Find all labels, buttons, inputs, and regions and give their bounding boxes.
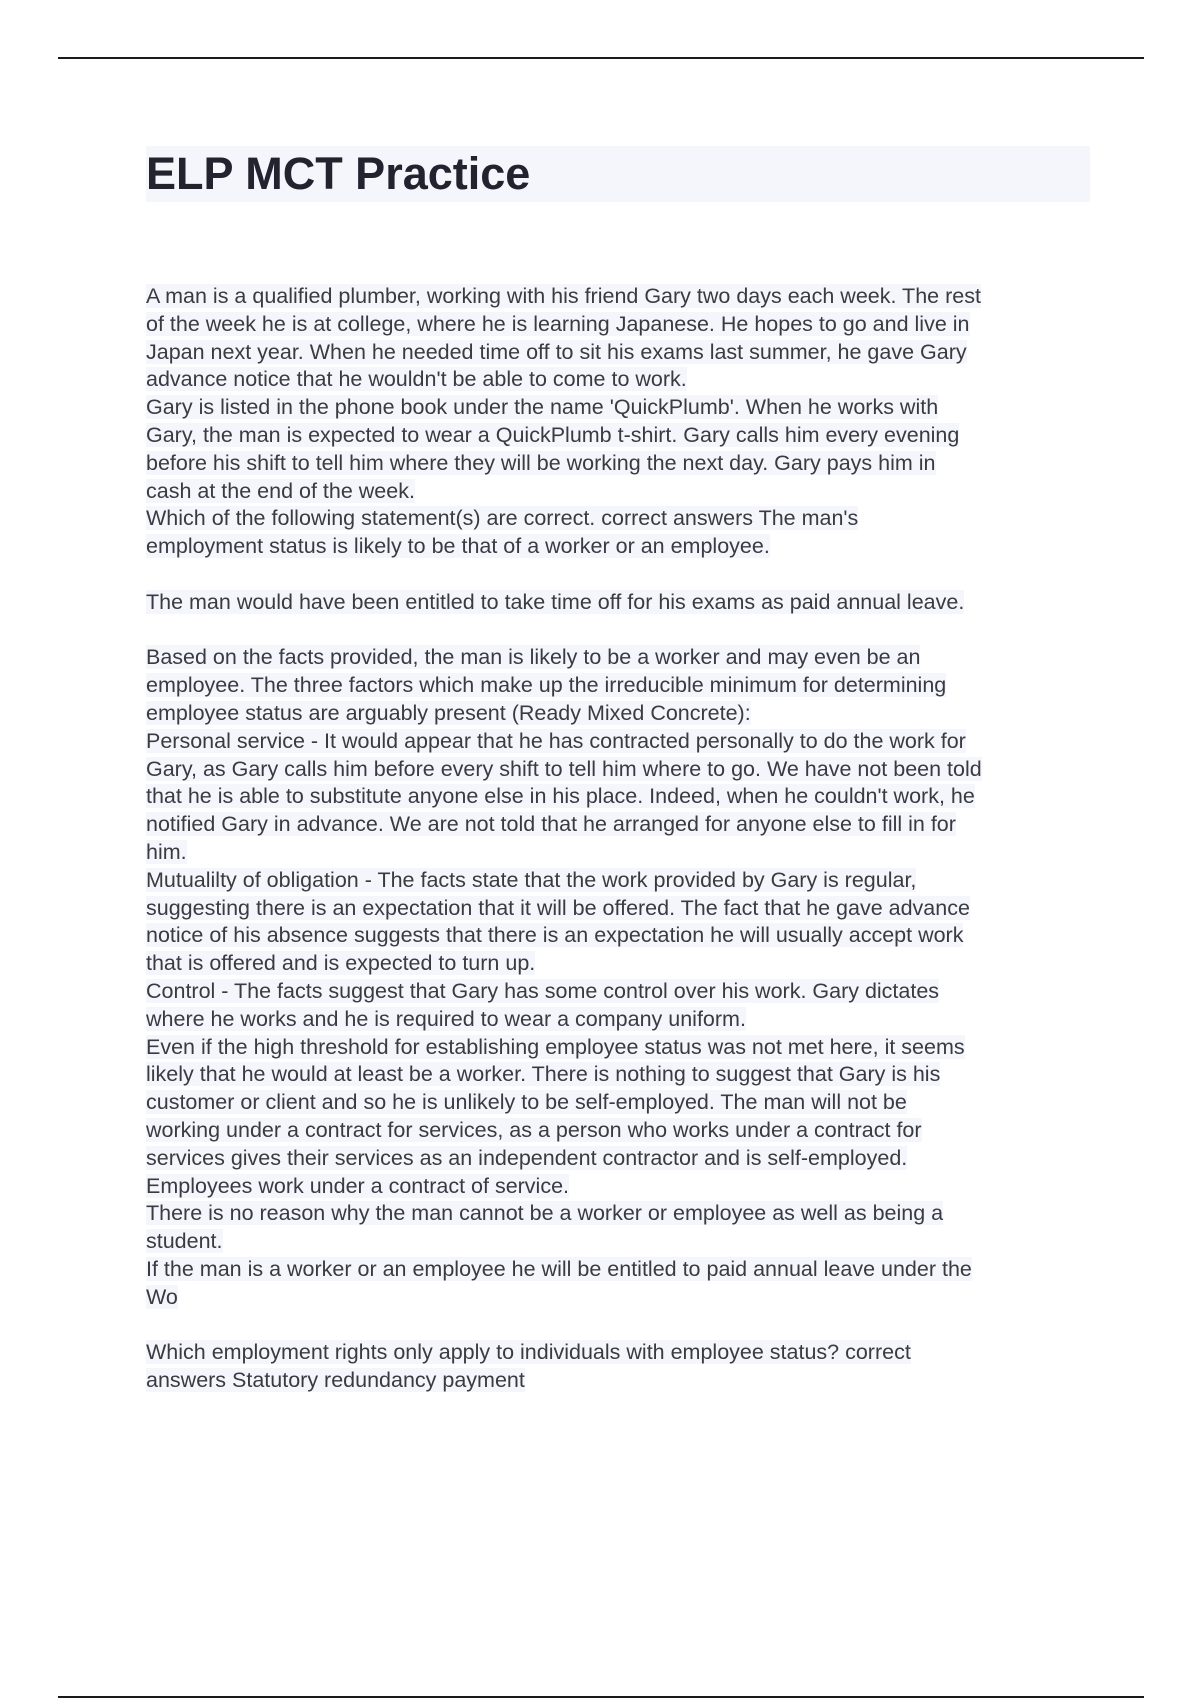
text-line — [146, 394, 1096, 422]
text-line-content: likely that he would at least be a worker. There is nothing to suggest that Gary is his — [146, 1062, 941, 1087]
bottom-rule — [58, 1696, 1144, 1698]
text-line-content: notified Gary in advance. We are not told that he arranged for anyone else to fill in for — [146, 812, 956, 837]
text-line — [146, 1367, 1096, 1395]
text-line — [146, 339, 1096, 367]
text-line — [146, 728, 1096, 756]
paragraph-gap — [146, 1311, 1096, 1339]
text-line — [146, 867, 1096, 895]
text-line — [146, 1284, 1096, 1312]
text-line — [146, 311, 1096, 339]
text-line-content: employee status are arguably present (Ready Mixed Concrete): — [146, 700, 751, 725]
text-line — [146, 533, 1096, 561]
document-body — [146, 283, 1096, 1395]
text-line — [146, 783, 1096, 811]
text-line-content: notice of his absence suggests that there is an expectation he will usually accept work — [146, 923, 964, 948]
text-line-content: customer or client and so he is unlikely to be self-employed. The man will not be — [146, 1090, 907, 1115]
text-line — [146, 1339, 1096, 1367]
text-line — [146, 756, 1096, 784]
text-line-content: services gives their services as an independent contractor and is self-employed. — [146, 1145, 908, 1170]
paragraph-gap — [146, 561, 1096, 589]
text-line-content: A man is a qualified plumber, working with his friend Gary two days each week. The rest — [146, 284, 981, 308]
text-line-content: before his shift to tell him where they will be working the next day. Gary pays him in — [146, 450, 936, 475]
text-line — [146, 505, 1096, 533]
text-line — [146, 1117, 1096, 1145]
text-line-content: where he works and he is required to wear a company uniform. — [146, 1006, 746, 1031]
text-line — [146, 1200, 1096, 1228]
text-line — [146, 478, 1096, 506]
text-line-content: Japan next year. When he needed time off to sit his exams last summer, he gave Gary — [146, 339, 967, 364]
text-line-content: Gary is listed in the phone book under the name 'QuickPlumb'. When he works with — [146, 395, 939, 420]
text-line — [146, 1061, 1096, 1089]
text-line — [146, 644, 1096, 672]
text-line-content: Gary, the man is expected to wear a QuickPlumb t-shirt. Gary calls him every evening — [146, 422, 960, 447]
text-line-content: of the week he is at college, where he is learning Japanese. He hopes to go and live in — [146, 311, 970, 336]
text-line-content: him. — [146, 839, 187, 864]
text-line-content: answers Statutory redundancy payment — [146, 1368, 525, 1393]
text-line — [146, 978, 1096, 1006]
text-line-content: Gary, as Gary calls him before every shift to tell him where to go. We have not been told — [146, 756, 982, 781]
text-line-content: advance notice that he wouldn't be able to come to work. — [146, 367, 687, 392]
text-line-content: There is no reason why the man cannot be a worker or employee as well as being a — [146, 1201, 944, 1226]
text-line — [146, 366, 1096, 394]
text-line-content: Employees work under a contract of service. — [146, 1173, 570, 1198]
document-title: ELP MCT Practice — [146, 146, 1090, 202]
text-line-content: cash at the end of the week. — [146, 478, 415, 503]
text-line — [146, 1089, 1096, 1117]
text-line — [146, 1228, 1096, 1256]
text-line-content: Control - The facts suggest that Gary has some control over his work. Gary dictates — [146, 978, 940, 1003]
text-line-content: Based on the facts provided, the man is likely to be a worker and may even be an — [146, 645, 921, 670]
text-line — [146, 450, 1096, 478]
text-line-content: working under a contract for services, as a person who works under a contract for — [146, 1117, 922, 1142]
text-line-content: that is offered and is expected to turn up. — [146, 951, 536, 976]
text-line-content: The man would have been entitled to take time off for his exams as paid annual leave. — [146, 589, 965, 614]
text-line-content: Mutualilty of obligation - The facts state that the work provided by Gary is regular, — [146, 867, 917, 892]
text-line — [146, 422, 1096, 450]
text-line-content: Wo — [146, 1284, 178, 1309]
text-line-content: employee. The three factors which make up the irreducible minimum for determining — [146, 673, 947, 698]
text-line — [146, 700, 1096, 728]
text-line-content: Personal service - It would appear that he has contracted personally to do the work for — [146, 728, 966, 753]
text-line — [146, 589, 1096, 617]
top-rule — [58, 57, 1144, 59]
text-line — [146, 922, 1096, 950]
text-line — [146, 672, 1096, 700]
text-line — [146, 1256, 1096, 1284]
text-line-content: Even if the high threshold for establishing employee status was not met here, it seems — [146, 1034, 965, 1059]
text-line — [146, 1006, 1096, 1034]
text-line-content: If the man is a worker or an employee he will be entitled to paid annual leave under the — [146, 1256, 972, 1281]
text-line-content: suggesting there is an expectation that it will be offered. The fact that he gave advance — [146, 895, 970, 920]
paragraph-gap — [146, 617, 1096, 645]
text-line-content: student. — [146, 1229, 223, 1254]
text-line-content: employment status is likely to be that of a worker or an employee. — [146, 534, 770, 559]
text-line — [146, 950, 1096, 978]
text-line-content: that he is able to substitute anyone else in his place. Indeed, when he couldn't work, he — [146, 784, 975, 809]
text-line — [146, 895, 1096, 923]
text-line — [146, 1034, 1096, 1062]
text-line-content: Which of the following statement(s) are correct. correct answers The man's — [146, 506, 859, 531]
text-line — [146, 283, 1096, 311]
text-line — [146, 1173, 1096, 1201]
text-line — [146, 839, 1096, 867]
text-line-content: Which employment rights only apply to individuals with employee status? correct — [146, 1340, 911, 1365]
text-line — [146, 811, 1096, 839]
text-line — [146, 1145, 1096, 1173]
